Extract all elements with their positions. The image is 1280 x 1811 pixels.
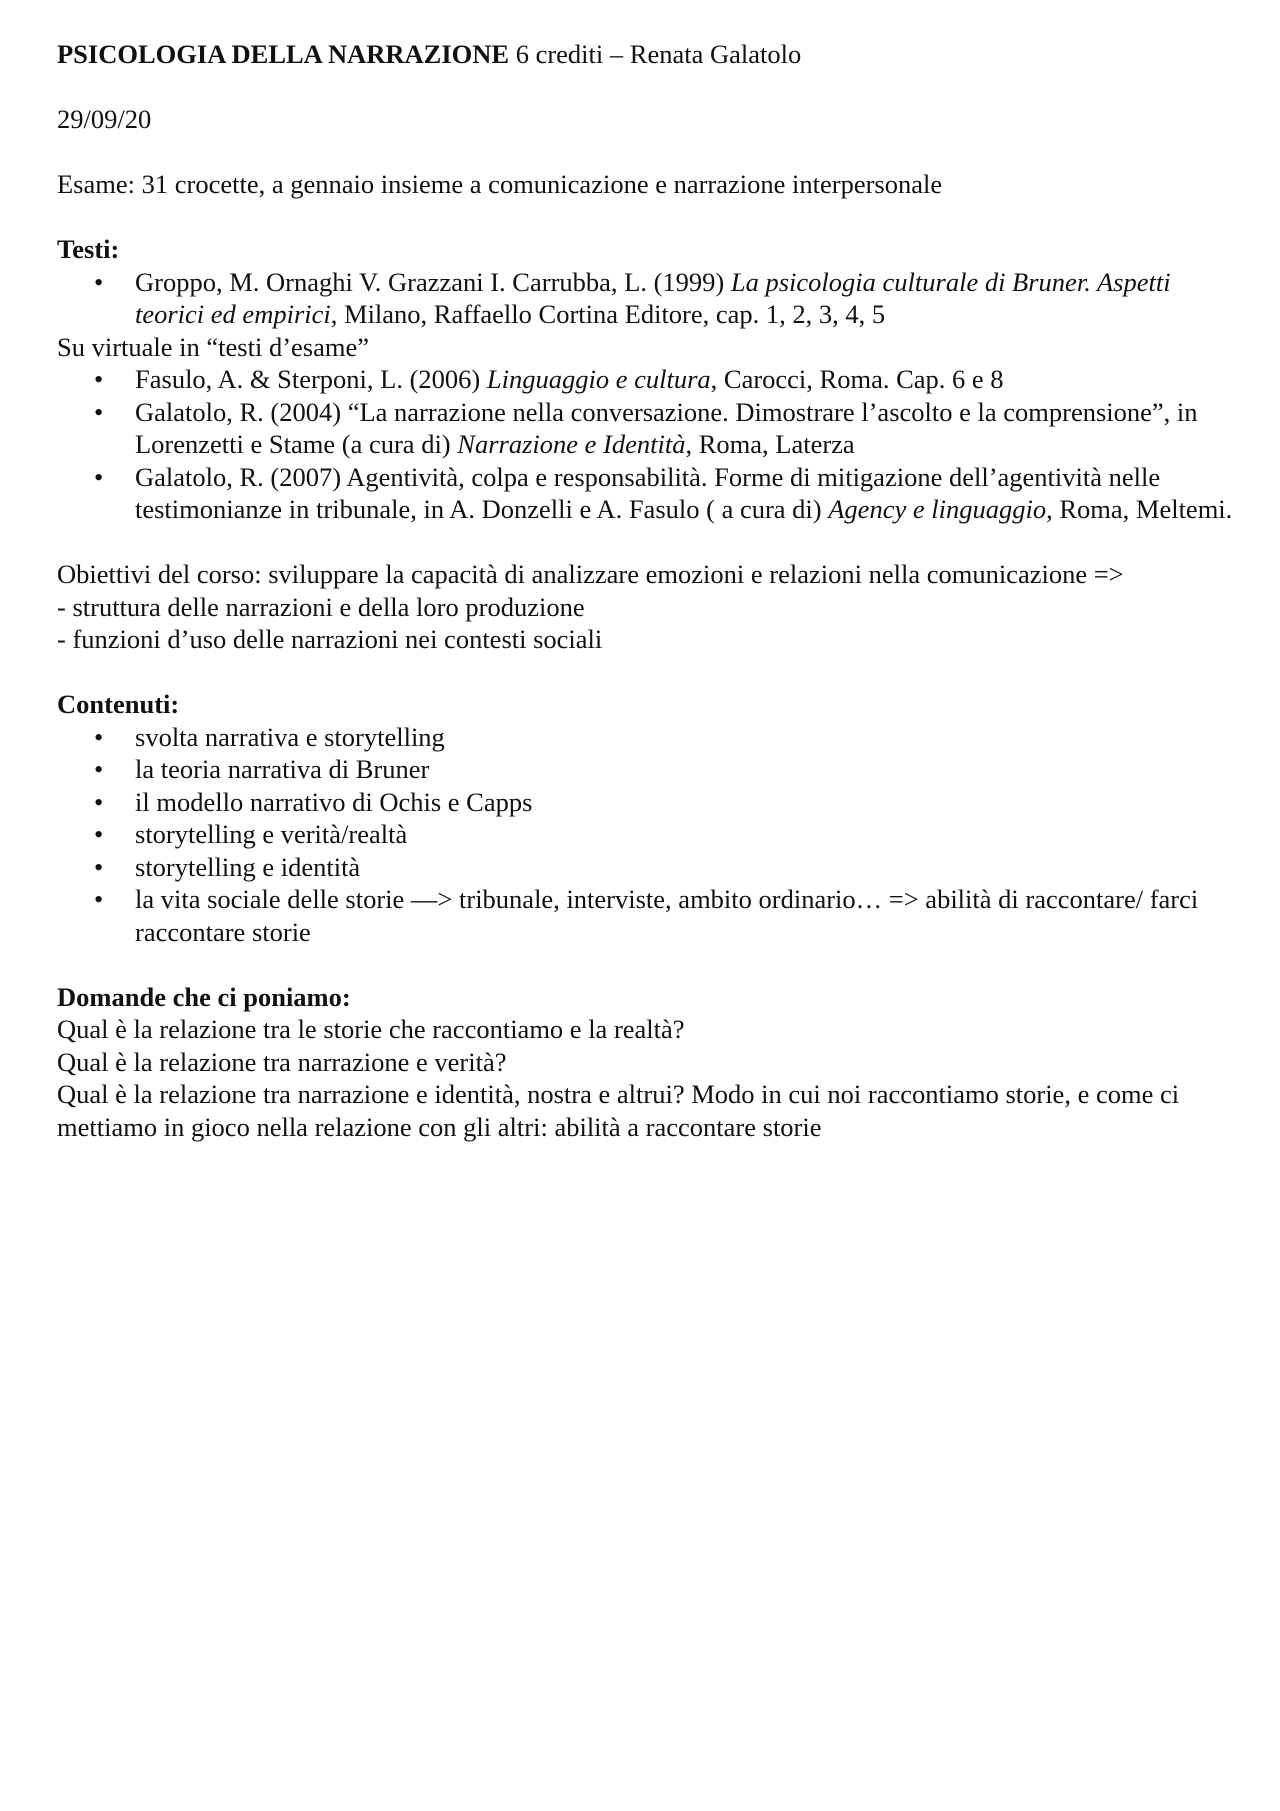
virtual-label: Su virtuale in “testi d’esame” (57, 331, 370, 362)
bullet-icon: • (94, 851, 104, 882)
list-item: • il modello narrativo di Ochis e Capps (94, 786, 533, 817)
testi-heading: Testi: (57, 234, 120, 264)
domanda-line: Qual è la relazione tra narrazione e verità? (57, 1046, 507, 1077)
list-item: • Galatolo, R. (2004) “La narrazione nella conversazione. Dimostrare l’ascolto e la comprensione”, in Lorenzetti e Stame (a cura di) Narrazione e Identità, Roma, Laterza (94, 396, 1198, 459)
virtual-testi-list (57, 363, 1237, 526)
bullet-icon: • (94, 754, 104, 784)
bullet-icon: • (94, 266, 104, 297)
course-credits-teacher: 6 crediti – Renata Galatolo (509, 39, 802, 69)
document-title (57, 38, 1237, 71)
list-item: • storytelling e identità (94, 851, 361, 882)
obiettivi-intro: Obiettivi del corso: sviluppare la capacità di analizzare emozioni e relazioni nella comunicazione => (57, 559, 1124, 589)
bullet-icon: • (94, 364, 104, 394)
list-item: • storytelling e verità/realtà (94, 819, 408, 849)
domanda-line: Qual è la relazione tra narrazione e identità, nostra e altrui? Modo in cui noi raccontiamo storie, e come ci mettiamo in gioco nella relazione con gli altri: abilità a raccontare storie (57, 1079, 1180, 1142)
bullet-icon: • (94, 721, 104, 752)
contenuti-heading: Contenuti: (57, 689, 180, 719)
bullet-icon: • (94, 396, 104, 427)
document-page (57, 38, 1237, 1143)
obiettivi-line: - funzioni d’uso delle narrazioni nei contesti sociali (57, 624, 603, 654)
domanda-line: Qual è la relazione tra le storie che raccontiamo e la realtà? (57, 1014, 685, 1044)
list-item: • la teoria narrativa di Bruner (94, 754, 430, 784)
bullet-icon: • (94, 786, 104, 817)
contenuti-list (57, 721, 1237, 949)
lecture-date: 29/09/20 (57, 104, 152, 134)
list-item: • Fasulo, A. & Sterponi, L. (2006) Linguaggio e cultura, Carocci, Roma. Cap. 6 e 8 (94, 364, 1004, 394)
list-item: • Groppo, M. Ornaghi V. Grazzani I. Carrubba, L. (1999) La psicologia culturale di Bruner. Aspetti teorici ed empirici, Milano, Raffaello Cortina Editore, cap. 1, 2, 3, 4, 5 (94, 266, 1171, 329)
bullet-icon: • (94, 884, 104, 914)
testi-list (57, 266, 1237, 331)
list-item: • svolta narrativa e storytelling (94, 721, 445, 752)
list-item: • Galatolo, R. (2007) Agentività, colpa e responsabilità. Forme di mitigazione dell’agentività nelle testimonianze in tribunale, in A. Donzelli e A. Fasulo ( a cura di) Agency e linguaggio, Roma, Meltemi. (94, 461, 1233, 524)
exam-info: Esame: 31 crocette, a gennaio insieme a comunicazione e narrazione interpersonale (57, 169, 943, 199)
domande-heading: Domande che ci poniamo: (57, 981, 351, 1012)
course-title: PSICOLOGIA DELLA NARRAZIONE (57, 39, 510, 69)
list-item: • la vita sociale delle storie —> tribunale, interviste, ambito ordinario… => abilità di raccontare/ farci raccontare storie (94, 884, 1199, 947)
obiettivi-line: - struttura delle narrazioni e della loro produzione (57, 591, 585, 622)
bullet-icon: • (94, 461, 104, 492)
bullet-icon: • (94, 819, 104, 849)
